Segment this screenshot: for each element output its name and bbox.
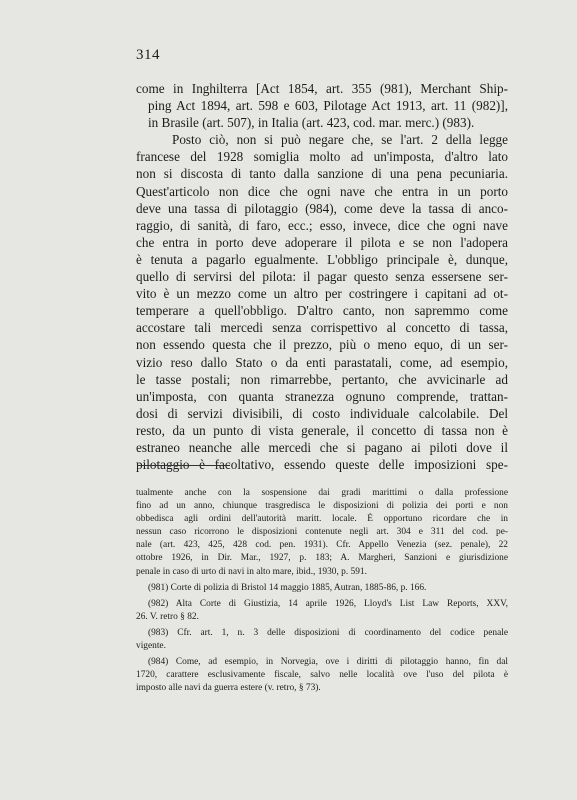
text-line: accostare tali mercedi senza corrispettivo al concetto di tassa,: [136, 320, 508, 336]
text-line: un'imposta, con quanta stranezza ognuno comprende, trattan-: [136, 388, 508, 404]
text-line: vizio reso dallo Stato o da enti parastatali, come, ad esempio,: [136, 354, 508, 370]
text-line: non si discosta di tanto dalla sanzione di una pena pecuniaria.: [136, 166, 508, 182]
footnote-line: vigente.: [136, 641, 166, 652]
footnote-divider: [137, 465, 230, 466]
text-line: francese del 1928 somiglia molto ad un'imposta, d'altro lato: [136, 149, 508, 165]
text-line: estraneo neanche alle mercedi che si pagano ai piloti dove il: [136, 439, 508, 455]
footnote-line: obbedisca agli ordini dell'autorità maritt. locale. È opportuno ricordare che in: [136, 514, 508, 525]
text-line: dosi di servizi divisibili, di costo individuale calcolabile. Del: [136, 405, 508, 421]
footnote-line: penale in caso di urto di navi in alto mare, ibid., 1930, p. 591.: [136, 566, 367, 577]
page-number: 314: [136, 47, 160, 63]
footnote-line: ottobre 1926, in Dir. Mar., 1927, p. 183; A. Margheri, Sanzioni e giurisdizione: [136, 553, 508, 564]
text-line: pilotaggio è facoltativo, essendo queste delle imposizioni spe-: [136, 457, 508, 473]
text-line: Posto ciò, non si può negare che, se l'art. 2 della legge: [172, 132, 508, 148]
footnote-983: (983) Cfr. art. 1, n. 3 delle disposizioni di coordinamento del codice penale: [148, 627, 508, 638]
text-line: non essendo questa che il prezzo, più o meno equo, di un ser-: [136, 337, 508, 353]
text-line: raggio, di sanità, di faro, ecc.; esso, invece, dice che ogni nave: [136, 217, 508, 233]
footnote-981: (981) Corte di polizia di Bristol 14 maggio 1885, Autran, 1885-86, p. 166.: [148, 582, 427, 593]
footnote-line: imposto alle navi da guerra estere (v. retro, § 73).: [136, 683, 321, 694]
footnote-line: nale (art. 423, 425, 428 cod. pen. 1931). Cfr. Appello Venezia (sez. penale), 22: [136, 540, 508, 551]
footnote-line: 26. V. retro § 82.: [136, 611, 199, 622]
text-line: vito è un mezzo come un altro per costringere i capitani ad ot-: [136, 286, 508, 302]
footnote-line: 1720, carattere esclusivamente fiscale, salvo nelle località ove l'uso del pilota è: [136, 670, 508, 681]
text-line: le tasse postali; non rimarrebbe, pertanto, che avvicinarle ad: [136, 371, 508, 387]
main-text: [136, 80, 508, 473]
text-line: Quest'articolo non dice che ogni nave che entra in un porto: [136, 183, 508, 199]
text-line: quello di servirsi del pilota: il pagar questo senza essersene ser-: [136, 269, 508, 285]
text-line: ping Act 1894, art. 598 e 603, Pilotage Act 1913, art. 11 (982)],: [148, 98, 508, 114]
text-line: resto, da un punto di vista generale, il concetto di tassa non è: [136, 422, 508, 438]
text-line: è tenuta a pagarlo egualmente. L'obbligo principale è, dunque,: [136, 251, 508, 267]
text-line: che entra in porto deve adoperare il pilota e se non l'adopera: [136, 234, 508, 250]
text-line: come in Inghilterra [Act 1854, art. 355 (981), Merchant Ship-: [136, 81, 508, 96]
text-line: in Brasile (art. 507), in Italia (art. 423, cod. mar. merc.) (983).: [148, 115, 475, 131]
footnote-line: tualmente anche con la sospensione dai gradi marittimi o dalla professione: [136, 488, 508, 498]
footnotes: [136, 487, 508, 695]
footnote-line: nessun caso ricorrono le disposizioni contenute negli art. 304 e 311 del cod. pe-: [136, 527, 508, 538]
footnote-984: (984) Come, ad esempio, in Norvegia, ove i diritti di pilotaggio hanno, fin dal: [148, 657, 508, 668]
text-line: deve una tassa di pilotaggio (984), come deve la tassa di anco-: [136, 200, 508, 216]
footnote-982: (982) Alta Corte di Giustizia, 14 aprile 1926, Lloyd's List Law Reports, XXV,: [148, 598, 508, 609]
text-line: temperare a quell'obbligo. D'altro canto, non sapremmo come: [136, 303, 508, 319]
footnote-line: fino ad un anno, chiunque trasgredisca le disposizioni di polizia dei porti e non: [136, 501, 508, 512]
